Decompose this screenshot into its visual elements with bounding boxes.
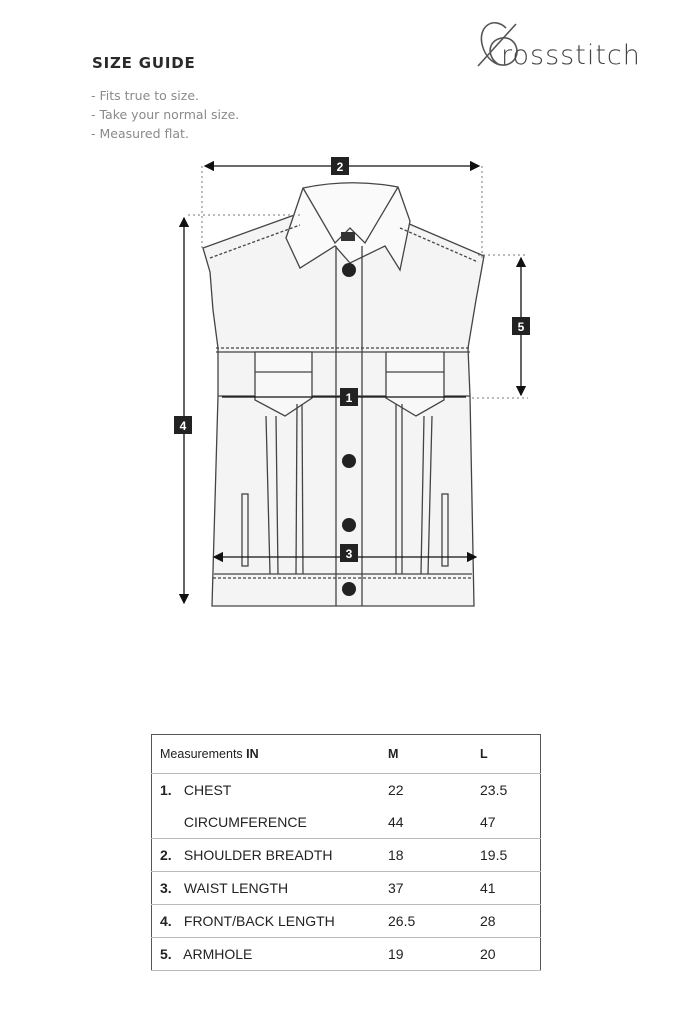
row-value-l: 41 [468, 872, 541, 905]
vest-diagram [160, 150, 540, 620]
row-number: 4. [160, 913, 172, 929]
page-title: SIZE GUIDE [92, 54, 196, 72]
row-name: WAIST LENGTH [183, 880, 289, 896]
button-icon [342, 518, 356, 532]
marker-2: 2 [336, 160, 344, 174]
table-row [152, 872, 541, 905]
header-size-m: M [380, 735, 468, 774]
marker-1: 1 [345, 391, 353, 405]
row-number: 2. [160, 847, 172, 863]
row-name: SHOULDER BREADTH [183, 847, 333, 863]
row-value-l: 23.5 [480, 782, 508, 798]
table-header-row [152, 735, 541, 774]
logo-wordmark: rossstitch [501, 40, 641, 71]
table-row [152, 806, 541, 839]
row-label [152, 938, 381, 971]
marker-5: 5 [517, 320, 525, 334]
header-unit: IN [246, 747, 259, 761]
row-name: ARMHOLE [183, 946, 253, 962]
row-name: FRONT/BACK LENGTH [183, 913, 335, 929]
marker-4: 4 [179, 419, 187, 433]
row-value-m: 18 [380, 839, 468, 872]
fit-note: - Take your normal size. [91, 107, 240, 122]
header-measurements [152, 735, 381, 774]
row-value-m: 26.5 [380, 905, 468, 938]
button-icon [342, 454, 356, 468]
row-value-m: 22 [388, 782, 404, 798]
row-number: 5. [160, 946, 172, 962]
row-value-l: 47 [468, 806, 541, 839]
row-label [152, 872, 381, 905]
size-table [151, 734, 541, 971]
fit-notes [91, 86, 239, 143]
marker-3: 3 [345, 547, 353, 561]
row-value-m: 37 [380, 872, 468, 905]
row-label [152, 774, 381, 807]
row-label [152, 905, 381, 938]
button-icon [342, 263, 356, 277]
collar-label-icon [341, 232, 355, 241]
table-row [152, 839, 541, 872]
table-row [152, 774, 541, 807]
row-value-l: 20 [468, 938, 541, 971]
row-value-l: 28 [468, 905, 541, 938]
brand-logo [476, 18, 666, 73]
table-row [152, 905, 541, 938]
header-size-l: L [468, 735, 541, 774]
row-name: CHEST [183, 782, 232, 798]
table-row [152, 938, 541, 971]
row-label [152, 839, 381, 872]
row-value-l: 19.5 [468, 839, 541, 872]
fit-note: - Measured flat. [91, 126, 189, 141]
row-label [152, 806, 381, 839]
header-label: Measurements [160, 747, 243, 761]
row-number: 3. [160, 880, 172, 896]
button-icon [342, 582, 356, 596]
row-name: CIRCUMFERENCE [183, 814, 307, 830]
row-value-m: 44 [380, 806, 468, 839]
row-number: 1. [160, 782, 172, 798]
fit-note: - Fits true to size. [91, 88, 199, 103]
row-value-m: 19 [380, 938, 468, 971]
